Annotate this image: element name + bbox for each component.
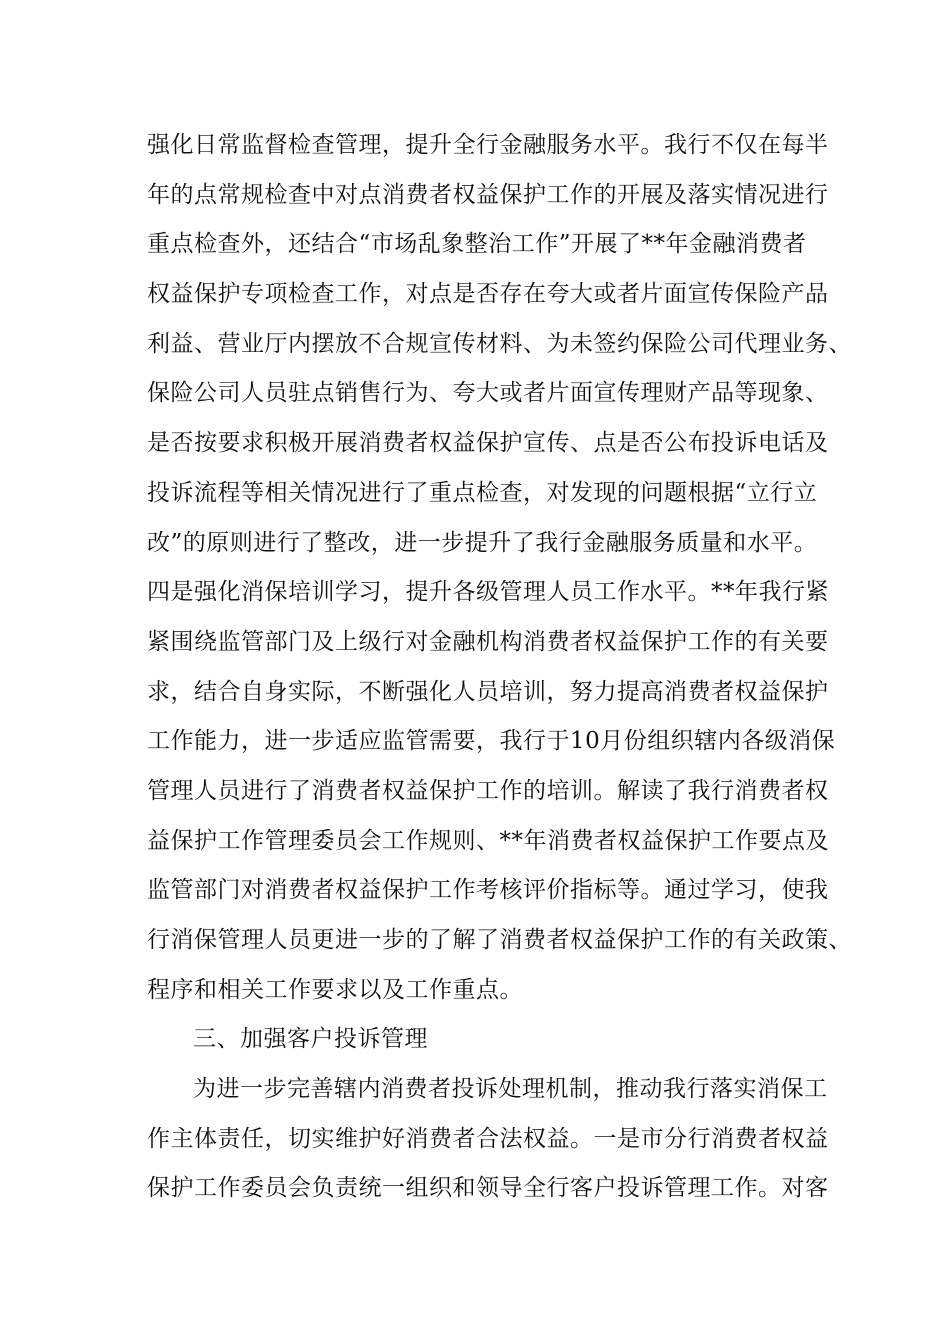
text-line: 保护工作委员会负责统一组织和领导全行客户投诉管理工作。对客 bbox=[147, 1175, 829, 1202]
text-line: 求，结合自身实际，不断强化人员培训，努力提高消费者权益保护 bbox=[147, 678, 829, 705]
text-line: 改”的原则进行了整改，进一步提升了我行金融服务质量和水平。 bbox=[147, 529, 818, 556]
text-line: 四是强化消保培训学习，提升各级管理人员工作水平。**年我行紧 bbox=[147, 579, 829, 606]
text-line: 年的点常规检查中对点消费者权益保护工作的开展及落实情况进行 bbox=[147, 181, 829, 208]
body-text bbox=[147, 132, 852, 1226]
text-line: 强化日常监督检查管理，提升全行金融服务水平。我行不仅在每半 bbox=[147, 132, 829, 158]
text-line: 是否按要求积极开展消费者权益保护宣传、点是否公布投诉电话及 bbox=[147, 430, 829, 457]
text-line: 权益保护专项检查工作，对点是否存在夸大或者片面宣传保险产品 bbox=[147, 281, 829, 308]
section-heading: 三、加强客户投诉管理 bbox=[193, 1026, 428, 1053]
text-line: 工作能力，进一步适应监管需要，我行于10月份组织辖内各级消保 bbox=[147, 728, 836, 755]
text-line: 保险公司人员驻点销售行为、夸大或者片面宣传理财产品等现象、 bbox=[147, 380, 829, 407]
text-line: 重点检查外，还结合“市场乱象整治工作”开展了**年金融消费者 bbox=[147, 231, 807, 258]
text-line: 监管部门对消费者权益保护工作考核评价指标等。通过学习，使我 bbox=[147, 877, 829, 904]
text-line: 行消保管理人员更进一步的了解了消费者权益保护工作的有关政策、 bbox=[147, 927, 852, 953]
text-line: 利益、营业厅内摆放不合规宣传材料、为未签约保险公司代理业务、 bbox=[147, 330, 852, 357]
text-line: 益保护工作管理委员会工作规则、**年消费者权益保护工作要点及 bbox=[147, 827, 829, 854]
text-line: 程序和相关工作要求以及工作重点。 bbox=[147, 976, 523, 1003]
text-line: 投诉流程等相关情况进行了重点检查，对发现的问题根据“立行立 bbox=[147, 479, 818, 506]
text-line: 紧围绕监管部门及上级行对金融机构消费者权益保护工作的有关要 bbox=[147, 628, 829, 655]
paragraph-first-line: 为进一步完善辖内消费者投诉处理机制，推动我行落实消保工 bbox=[193, 1076, 828, 1103]
text-line: 管理人员进行了消费者权益保护工作的培训。解读了我行消费者权 bbox=[147, 777, 829, 804]
text-line: 作主体责任，切实维护好消费者合法权益。一是市分行消费者权益 bbox=[147, 1125, 829, 1152]
